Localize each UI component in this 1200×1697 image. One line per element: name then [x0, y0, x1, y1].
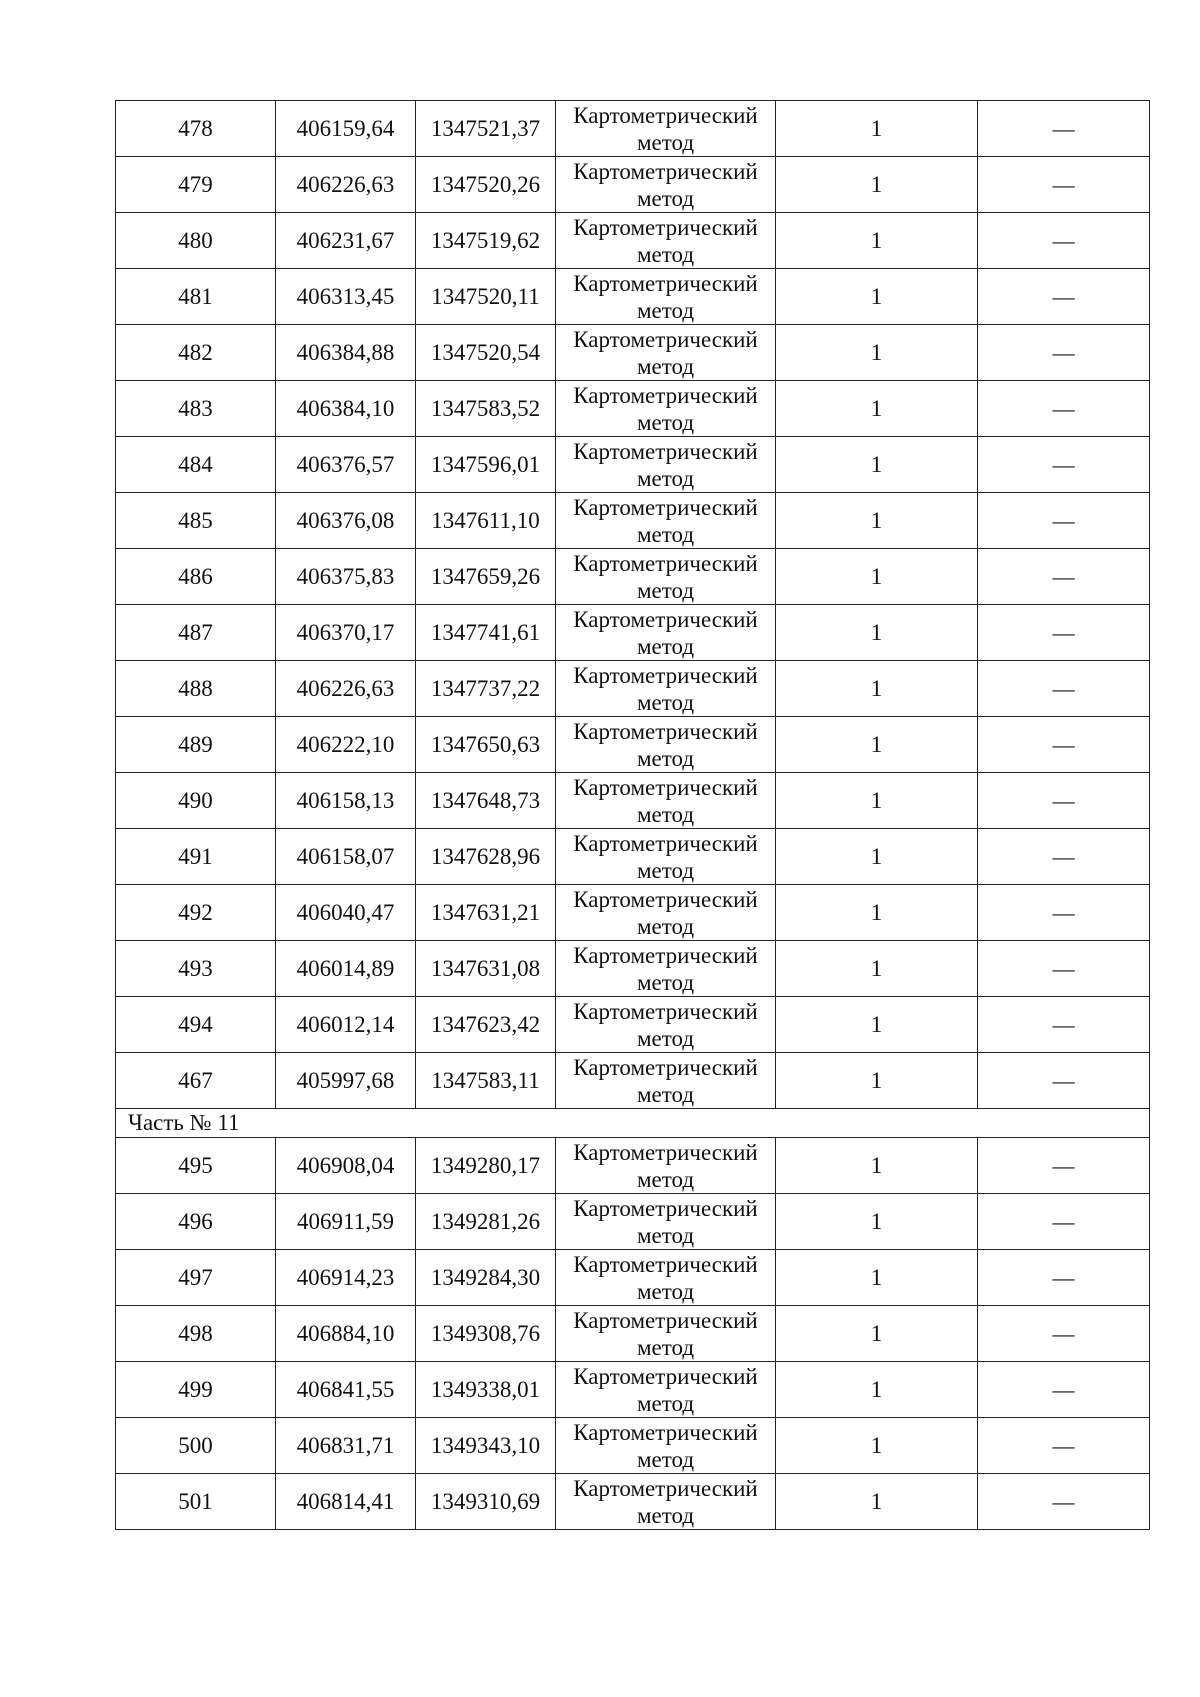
note-cell: —: [978, 1474, 1150, 1530]
section-label: Часть № 11: [116, 1109, 1150, 1138]
table-row: [116, 325, 1150, 381]
note-cell: —: [978, 829, 1150, 885]
y-coordinate-cell: 1349310,69: [416, 1474, 556, 1530]
x-coordinate-cell: 406226,63: [276, 661, 416, 717]
accuracy-cell: 1: [776, 1474, 978, 1530]
x-coordinate-cell: 406226,63: [276, 157, 416, 213]
accuracy-cell: 1: [776, 493, 978, 549]
y-coordinate-cell: 1347628,96: [416, 829, 556, 885]
note-cell: —: [978, 493, 1150, 549]
x-coordinate-cell: 406313,45: [276, 269, 416, 325]
method-cell: Картометрический метод: [556, 269, 776, 325]
y-coordinate-cell: 1347520,11: [416, 269, 556, 325]
note-cell: —: [978, 381, 1150, 437]
note-cell: —: [978, 1306, 1150, 1362]
accuracy-cell: 1: [776, 1362, 978, 1418]
point-number-cell: 482: [116, 325, 276, 381]
x-coordinate-cell: 406012,14: [276, 997, 416, 1053]
point-number-cell: 498: [116, 1306, 276, 1362]
table-row: [116, 1138, 1150, 1194]
accuracy-cell: 1: [776, 325, 978, 381]
table-row: [116, 997, 1150, 1053]
method-cell: Картометрический метод: [556, 493, 776, 549]
table-row: [116, 269, 1150, 325]
y-coordinate-cell: 1347650,63: [416, 717, 556, 773]
y-coordinate-cell: 1347737,22: [416, 661, 556, 717]
table-row: [116, 661, 1150, 717]
point-number-cell: 467: [116, 1053, 276, 1109]
accuracy-cell: 1: [776, 549, 978, 605]
y-coordinate-cell: 1347583,11: [416, 1053, 556, 1109]
accuracy-cell: 1: [776, 269, 978, 325]
note-cell: —: [978, 1362, 1150, 1418]
point-number-cell: 485: [116, 493, 276, 549]
point-number-cell: 480: [116, 213, 276, 269]
method-cell: Картометрический метод: [556, 101, 776, 157]
x-coordinate-cell: 406376,57: [276, 437, 416, 493]
note-cell: —: [978, 997, 1150, 1053]
accuracy-cell: 1: [776, 997, 978, 1053]
method-cell: Картометрический метод: [556, 1306, 776, 1362]
x-coordinate-cell: 406370,17: [276, 605, 416, 661]
coordinates-table: [115, 100, 1150, 1530]
accuracy-cell: 1: [776, 885, 978, 941]
point-number-cell: 479: [116, 157, 276, 213]
table-row: [116, 549, 1150, 605]
accuracy-cell: 1: [776, 437, 978, 493]
table-row: [116, 381, 1150, 437]
method-cell: Картометрический метод: [556, 773, 776, 829]
accuracy-cell: 1: [776, 101, 978, 157]
point-number-cell: 496: [116, 1194, 276, 1250]
note-cell: —: [978, 325, 1150, 381]
accuracy-cell: 1: [776, 157, 978, 213]
y-coordinate-cell: 1347521,37: [416, 101, 556, 157]
method-cell: Картометрический метод: [556, 325, 776, 381]
point-number-cell: 494: [116, 997, 276, 1053]
table-row: [116, 885, 1150, 941]
y-coordinate-cell: 1347648,73: [416, 773, 556, 829]
accuracy-cell: 1: [776, 1250, 978, 1306]
accuracy-cell: 1: [776, 1138, 978, 1194]
x-coordinate-cell: 406376,08: [276, 493, 416, 549]
note-cell: —: [978, 605, 1150, 661]
y-coordinate-cell: 1347596,01: [416, 437, 556, 493]
y-coordinate-cell: 1349281,26: [416, 1194, 556, 1250]
x-coordinate-cell: 406231,67: [276, 213, 416, 269]
coordinates-table-body: [116, 101, 1150, 1530]
table-row: [116, 1474, 1150, 1530]
accuracy-cell: 1: [776, 1194, 978, 1250]
table-row: [116, 941, 1150, 997]
y-coordinate-cell: 1347520,26: [416, 157, 556, 213]
note-cell: —: [978, 1250, 1150, 1306]
x-coordinate-cell: 406911,59: [276, 1194, 416, 1250]
y-coordinate-cell: 1347520,54: [416, 325, 556, 381]
note-cell: —: [978, 717, 1150, 773]
x-coordinate-cell: 406158,07: [276, 829, 416, 885]
y-coordinate-cell: 1349338,01: [416, 1362, 556, 1418]
table-row: [116, 605, 1150, 661]
accuracy-cell: 1: [776, 213, 978, 269]
point-number-cell: 495: [116, 1138, 276, 1194]
y-coordinate-cell: 1349343,10: [416, 1418, 556, 1474]
point-number-cell: 492: [116, 885, 276, 941]
method-cell: Картометрический метод: [556, 1362, 776, 1418]
note-cell: —: [978, 1138, 1150, 1194]
method-cell: Картометрический метод: [556, 605, 776, 661]
point-number-cell: 483: [116, 381, 276, 437]
point-number-cell: 500: [116, 1418, 276, 1474]
x-coordinate-cell: 406375,83: [276, 549, 416, 605]
accuracy-cell: 1: [776, 717, 978, 773]
y-coordinate-cell: 1347631,08: [416, 941, 556, 997]
point-number-cell: 481: [116, 269, 276, 325]
point-number-cell: 490: [116, 773, 276, 829]
y-coordinate-cell: 1347623,42: [416, 997, 556, 1053]
accuracy-cell: 1: [776, 829, 978, 885]
x-coordinate-cell: 406384,10: [276, 381, 416, 437]
y-coordinate-cell: 1349284,30: [416, 1250, 556, 1306]
x-coordinate-cell: 406222,10: [276, 717, 416, 773]
note-cell: —: [978, 941, 1150, 997]
table-row: [116, 493, 1150, 549]
method-cell: Картометрический метод: [556, 437, 776, 493]
point-number-cell: 499: [116, 1362, 276, 1418]
table-row: [116, 1306, 1150, 1362]
point-number-cell: 489: [116, 717, 276, 773]
table-row: [116, 1250, 1150, 1306]
x-coordinate-cell: 406014,89: [276, 941, 416, 997]
y-coordinate-cell: 1349308,76: [416, 1306, 556, 1362]
method-cell: Картометрический метод: [556, 1474, 776, 1530]
table-row: [116, 773, 1150, 829]
x-coordinate-cell: 406158,13: [276, 773, 416, 829]
y-coordinate-cell: 1347741,61: [416, 605, 556, 661]
method-cell: Картометрический метод: [556, 885, 776, 941]
method-cell: Картометрический метод: [556, 157, 776, 213]
note-cell: —: [978, 213, 1150, 269]
x-coordinate-cell: 405997,68: [276, 1053, 416, 1109]
method-cell: Картометрический метод: [556, 1194, 776, 1250]
x-coordinate-cell: 406914,23: [276, 1250, 416, 1306]
note-cell: —: [978, 661, 1150, 717]
point-number-cell: 478: [116, 101, 276, 157]
table-row: [116, 1053, 1150, 1109]
point-number-cell: 493: [116, 941, 276, 997]
note-cell: —: [978, 885, 1150, 941]
accuracy-cell: 1: [776, 773, 978, 829]
accuracy-cell: 1: [776, 381, 978, 437]
y-coordinate-cell: 1349280,17: [416, 1138, 556, 1194]
table-row: [116, 829, 1150, 885]
method-cell: Картометрический метод: [556, 213, 776, 269]
method-cell: Картометрический метод: [556, 1053, 776, 1109]
table-row: [116, 1194, 1150, 1250]
method-cell: Картометрический метод: [556, 1138, 776, 1194]
method-cell: Картометрический метод: [556, 1250, 776, 1306]
x-coordinate-cell: 406884,10: [276, 1306, 416, 1362]
note-cell: —: [978, 269, 1150, 325]
point-number-cell: 488: [116, 661, 276, 717]
accuracy-cell: 1: [776, 1418, 978, 1474]
y-coordinate-cell: 1347519,62: [416, 213, 556, 269]
y-coordinate-cell: 1347611,10: [416, 493, 556, 549]
point-number-cell: 487: [116, 605, 276, 661]
table-row: [116, 101, 1150, 157]
y-coordinate-cell: 1347583,52: [416, 381, 556, 437]
method-cell: Картометрический метод: [556, 941, 776, 997]
method-cell: Картометрический метод: [556, 1418, 776, 1474]
table-row: [116, 1362, 1150, 1418]
method-cell: Картометрический метод: [556, 829, 776, 885]
accuracy-cell: 1: [776, 941, 978, 997]
note-cell: —: [978, 157, 1150, 213]
x-coordinate-cell: 406814,41: [276, 1474, 416, 1530]
accuracy-cell: 1: [776, 1306, 978, 1362]
x-coordinate-cell: 406841,55: [276, 1362, 416, 1418]
point-number-cell: 497: [116, 1250, 276, 1306]
method-cell: Картометрический метод: [556, 661, 776, 717]
x-coordinate-cell: 406908,04: [276, 1138, 416, 1194]
point-number-cell: 491: [116, 829, 276, 885]
accuracy-cell: 1: [776, 1053, 978, 1109]
x-coordinate-cell: 406384,88: [276, 325, 416, 381]
y-coordinate-cell: 1347659,26: [416, 549, 556, 605]
x-coordinate-cell: 406159,64: [276, 101, 416, 157]
table-row: [116, 717, 1150, 773]
accuracy-cell: 1: [776, 605, 978, 661]
note-cell: —: [978, 549, 1150, 605]
note-cell: —: [978, 1418, 1150, 1474]
method-cell: Картометрический метод: [556, 717, 776, 773]
note-cell: —: [978, 437, 1150, 493]
point-number-cell: 484: [116, 437, 276, 493]
note-cell: —: [978, 773, 1150, 829]
note-cell: —: [978, 101, 1150, 157]
x-coordinate-cell: 406040,47: [276, 885, 416, 941]
table-row: [116, 1418, 1150, 1474]
point-number-cell: 486: [116, 549, 276, 605]
x-coordinate-cell: 406831,71: [276, 1418, 416, 1474]
table-row: [116, 213, 1150, 269]
method-cell: Картометрический метод: [556, 381, 776, 437]
method-cell: Картометрический метод: [556, 549, 776, 605]
table-row: [116, 437, 1150, 493]
y-coordinate-cell: 1347631,21: [416, 885, 556, 941]
section-header-row: [116, 1109, 1150, 1138]
table-row: [116, 157, 1150, 213]
point-number-cell: 501: [116, 1474, 276, 1530]
method-cell: Картометрический метод: [556, 997, 776, 1053]
accuracy-cell: 1: [776, 661, 978, 717]
note-cell: —: [978, 1194, 1150, 1250]
note-cell: —: [978, 1053, 1150, 1109]
